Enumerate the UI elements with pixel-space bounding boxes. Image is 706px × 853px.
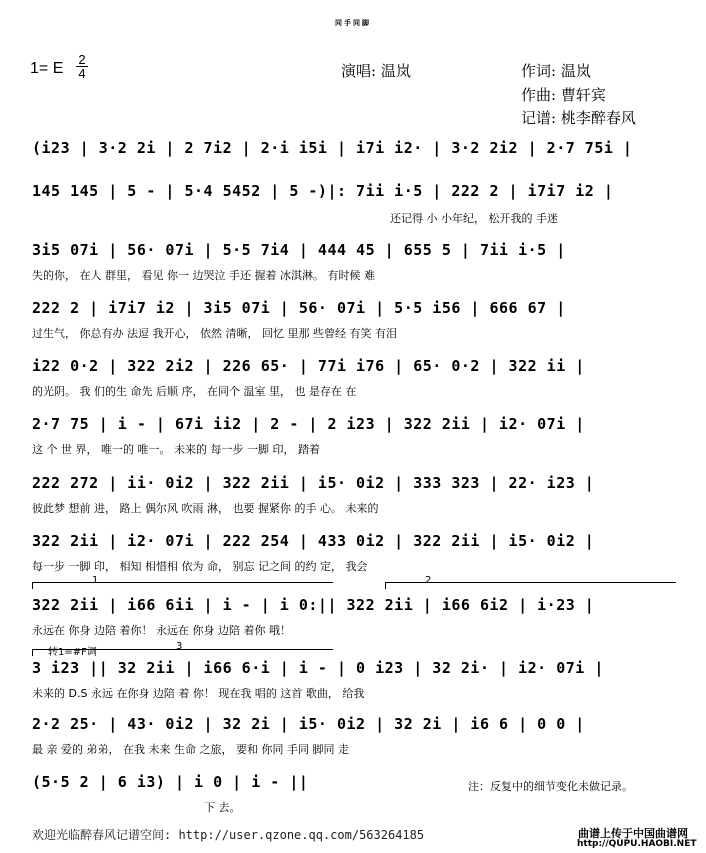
watermark-line-1: 曲谱上传于中国曲谱网 — [578, 827, 688, 840]
time-signature-bottom: 4 — [78, 66, 86, 81]
music-row-8: 322 2ii | i2· 07i | 222 254 | 433 0i2 | 322 2ii | i5· 0i2 | — [32, 532, 595, 550]
music-row-7: 222 272 | ii· 0i2 | 322 2ii | i5· 0i2 | 333 323 | 22· i23 | — [32, 474, 595, 492]
lyrics-row-12: 下 去。 — [204, 801, 241, 814]
volta-label-3: 3 — [176, 641, 183, 652]
music-row-1: (i23 | 3·2 2i | 2 7i2 | 2·i i5i | i7i i2· | 3·2 2i2 | 2·7 75i | — [32, 139, 633, 157]
lyricist-credit: 作词: 温岚 — [521, 62, 591, 80]
lyrics-row-11: 最 亲 爱的 弟弟， 在我 未来 生命 之旅， 要和 你同 手同 脚同 走 — [32, 743, 349, 756]
lyrics-row-6: 这 个 世 界， 唯一的 唯一。 未来的 每一步 一脚 印， 踏着 — [32, 443, 320, 456]
lyrics-row-7: 彼此梦 想前 进， 路上 偶尔风 吹雨 淋， 也要 握紧你 的手 心。 未来的 — [32, 502, 379, 515]
lyrics-row-9: 永远在 你身 边陪 着你！ 永远在 你身 边陪 着你 哦！ — [32, 624, 291, 637]
modulation-note: 转1=#F调 — [48, 647, 97, 658]
music-row-12: (5·5 2 | 6 i3) | i 0 | i - || — [32, 773, 309, 791]
time-signature — [76, 53, 88, 80]
lyrics-row-4: 过生气， 你总有办 法逗 我开心， 依然 清晰， 回忆 里那 些曾经 有笑 有泪 — [32, 327, 397, 340]
lyrics-row-8: 每一步 一脚 印， 相知 相惜相 依为 命， 别忘 记之间 的约 定， 我会 — [32, 560, 368, 573]
music-row-11: 2·2 25· | 43· 0i2 | 32 2i | i5· 0i2 | 32 2i | i6 6 | 0 0 | — [32, 715, 585, 733]
lyrics-row-2: 还记得 小 小年纪， 松开我的 手迷 — [390, 212, 558, 225]
lyrics-row-10: 未来的 D.S 永远 在你身 边陪 着 你！ 现在我 唱的 这首 歌曲， 给我 — [32, 687, 365, 700]
lyrics-row-3: 失的你， 在人 群里， 看见 你一 边哭泣 手还 握着 冰淇淋。 有时候 难 — [32, 269, 375, 282]
composer-credit: 作曲: 曹轩宾 — [521, 86, 606, 104]
music-row-3: 3i5 07i | 56· 07i | 5·5 7i4 | 444 45 | 655 5 | 7ii i·5 | — [32, 241, 566, 259]
volta-bracket-3 — [32, 649, 333, 656]
footer-link-text: 欢迎光临醉春风记谱空间: http://user.qzone.qq.com/563264185 — [32, 828, 425, 842]
transcriber-credit: 记谱: 桃李醉春风 — [521, 109, 636, 127]
volta-bracket-1 — [32, 582, 333, 589]
transcription-note: 注：反复中的细节变化未做记录。 — [468, 780, 633, 793]
song-title: 同手同脚 — [335, 19, 371, 27]
watermark-line-2: http://QUPU.HAOBI.NET — [577, 839, 697, 849]
key-signature: 1= E — [30, 60, 64, 77]
music-row-5: i22 0·2 | 322 2i2 | 226 65· | 77i i76 | 65· 0·2 | 322 ii | — [32, 357, 585, 375]
volta-label-1: 1 — [92, 575, 99, 586]
music-row-9: 322 2ii | i66 6ii | i - | i 0:|| 322 2ii | i66 6i2 | i·23 | — [32, 596, 595, 614]
singer-credit: 演唱: 温岚 — [341, 62, 411, 80]
music-row-6: 2·7 75 | i - | 67i ii2 | 2 - | 2 i23 | 322 2ii | i2· 07i | — [32, 415, 585, 433]
volta-label-2: 2 — [425, 575, 432, 586]
music-row-10: 3 i23 || 32 2ii | i66 6·i | i - | 0 i23 | 32 2i· | i2· 07i | — [32, 659, 604, 677]
music-row-2: 145 145 | 5 - | 5·4 5452 | 5 -)|: 7ii i·5 | 222 2 | i7i7 i2 | — [32, 182, 614, 200]
time-signature-top: 2 — [78, 52, 86, 67]
lyrics-row-5: 的光阴。 我 们的生 命先 后顺 序， 在同个 温室 里， 也 是存在 在 — [32, 385, 357, 398]
music-row-4: 222 2 | i7i7 i2 | 3i5 07i | 56· 07i | 5·5 i56 | 666 67 | — [32, 299, 566, 317]
